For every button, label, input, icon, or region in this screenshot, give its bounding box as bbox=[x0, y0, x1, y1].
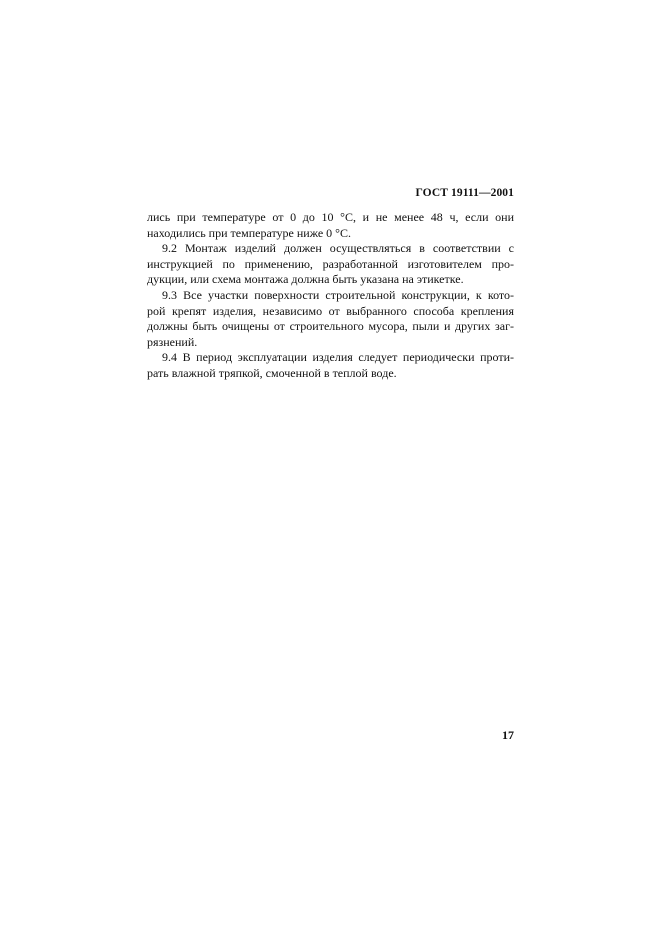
text-line: рой крепят изделия, независимо от выбранного способа крепления bbox=[147, 303, 514, 318]
text-line: должны быть очищены от строительного мусора, пыли и других заг- bbox=[147, 319, 514, 334]
body-text bbox=[147, 210, 514, 382]
text-line: рязнений. bbox=[147, 334, 198, 349]
paragraph-9-3-line: 9.3 Все участки поверхности строительной конструкции, к кото- bbox=[162, 287, 514, 302]
standard-code-header: ГОСТ 19111—2001 bbox=[415, 187, 514, 199]
text-line: инструкцией по применению, разработанной изготовителем про- bbox=[147, 256, 514, 271]
paragraph-9-2-line: 9.2 Монтаж изделий должен осуществляться в соответствии с bbox=[162, 241, 514, 256]
text-line: лись при температуре от 0 до 10 °С, и не менее 48 ч, если они bbox=[147, 210, 514, 224]
text-line: дукции, или схема монтажа должна быть указана на этикетке. bbox=[147, 272, 464, 287]
page-number: 17 bbox=[502, 728, 514, 742]
text-line: рать влажной тряпкой, смоченной в теплой воде. bbox=[147, 365, 397, 380]
text-line: находились при температуре ниже 0 °С. bbox=[147, 225, 351, 240]
paragraph-9-4-line: 9.4 В период эксплуатации изделия следует периодически проти- bbox=[162, 350, 514, 365]
